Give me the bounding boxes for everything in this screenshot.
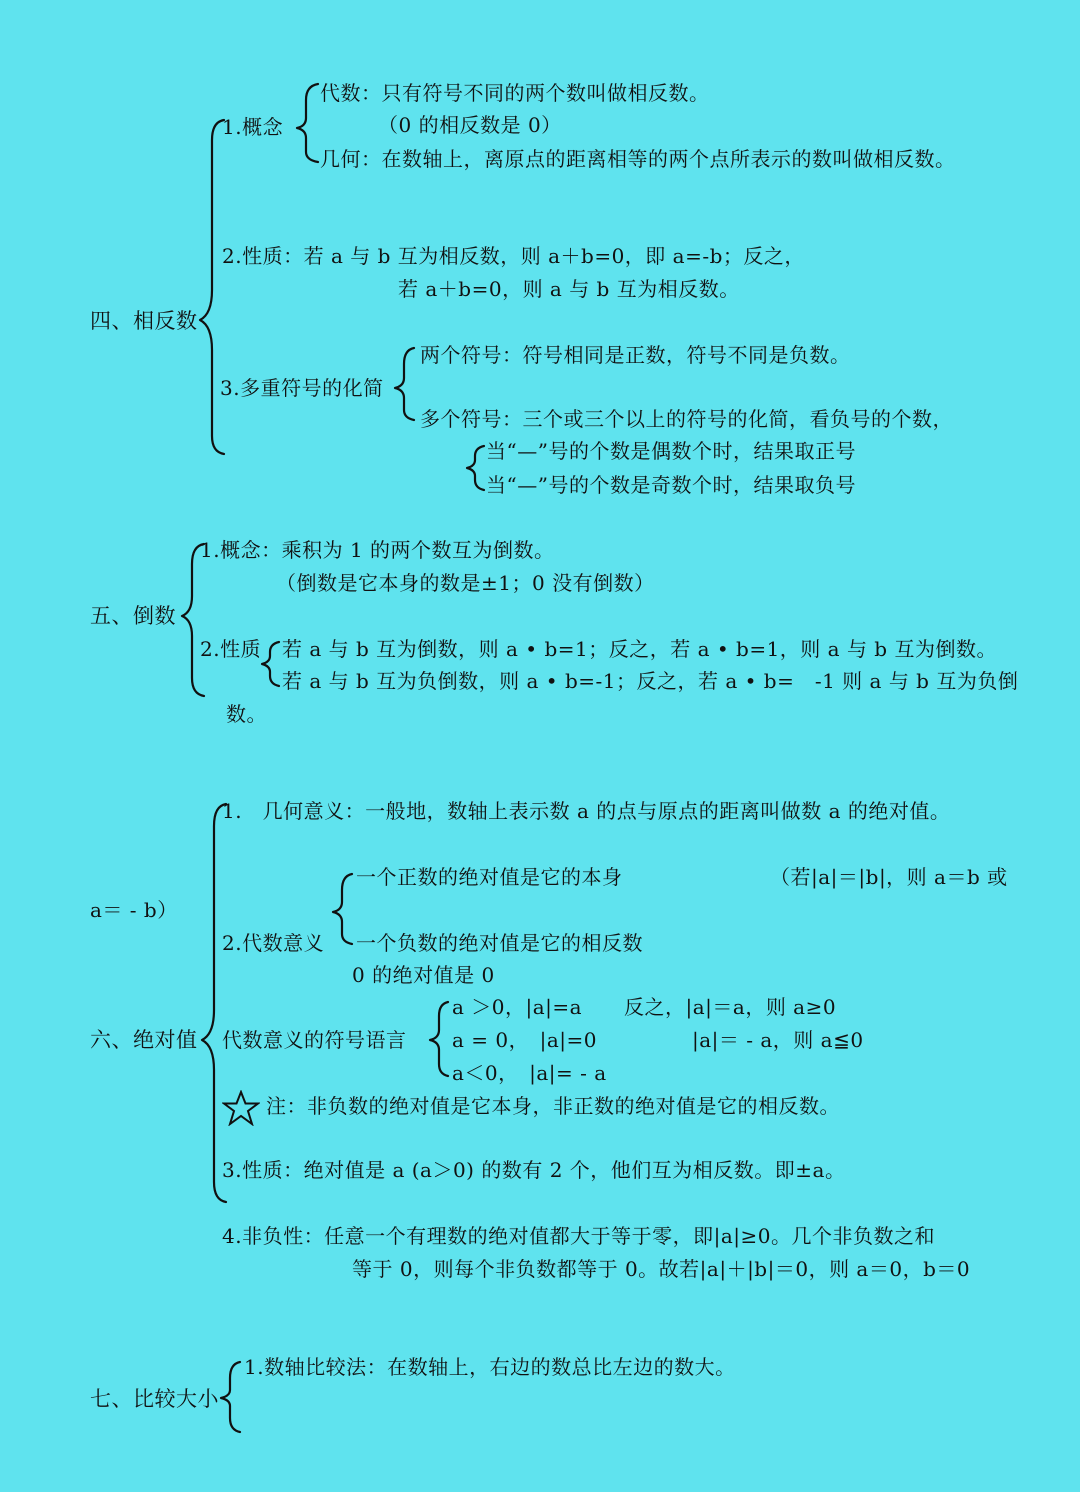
s5-prop-line1: 若 a 与 b 互为倒数，则 a • b=1；反之，若 a • b=1，则 a 与 b 互为倒数。 — [282, 637, 997, 661]
s4-concept-zero: （0 的相反数是 0） — [378, 113, 562, 137]
s6-aside-tail: a＝ - b） — [90, 898, 178, 922]
s5-note: （倒数是它本身的数是±1；0 没有倒数） — [276, 571, 655, 595]
s4-many-signs: 多个符号：三个或三个以上的符号的化简，看负号的个数， — [420, 407, 953, 431]
brace-s4-evenodd — [467, 446, 484, 490]
s6-positive-rule: 一个正数的绝对值是它的本身 — [356, 865, 623, 889]
s6-case-zero: a = 0， |a|=0 — [452, 1028, 598, 1052]
section-5-title: 五、倒数 — [90, 604, 176, 628]
brace-s7 — [221, 1362, 240, 1432]
brace-s4 — [200, 120, 224, 454]
s6-algebra-label: 2.代数意义 — [222, 931, 325, 955]
s6-case-positive: a ＞0，|a|=a — [452, 995, 583, 1019]
s5-prop-label: 2.性质 — [200, 637, 262, 661]
s6-property: 3.性质：绝对值是 a (a＞0) 的数有 2 个，他们互为相反数。即±a。 — [222, 1158, 846, 1182]
s4-concept-label: 1.概念 — [222, 115, 284, 139]
brace-s6-alg — [333, 874, 352, 944]
section-4-title: 四、相反数 — [90, 309, 198, 333]
brace-s5 — [182, 544, 204, 696]
s6-note: 注：非负数的绝对值是它本身，非正数的绝对值是它的相反数。 — [266, 1094, 840, 1118]
s6-zero-rule: 0 的绝对值是 0 — [352, 963, 495, 987]
s4-concept-geometry: 几何：在数轴上，离原点的距离相等的两个点所表示的数叫做相反数。 — [320, 147, 956, 171]
s4-two-signs: 两个符号：符号相同是正数，符号不同是负数。 — [420, 343, 851, 367]
s4-concept-algebra: 代数：只有符号不同的两个数叫做相反数。 — [320, 81, 710, 105]
s5-concept: 1.概念：乘积为 1 的两个数互为倒数。 — [200, 538, 555, 562]
s6-negative-rule: 一个负数的绝对值是它的相反数 — [356, 931, 643, 955]
s4-property-line1: 2.性质：若 a 与 b 互为相反数，则 a＋b=0，即 a=-b；反之， — [222, 244, 805, 268]
s6-nonneg-line2: 等于 0，则每个非负数都等于 0。故若|a|＋|b|＝0，则 a＝0，b＝0 — [352, 1257, 971, 1281]
s5-prop-line2: 若 a 与 b 互为负倒数，则 a • b=-1；反之，若 a • b= -1 则 a 与 b 互为负倒 — [282, 669, 1019, 693]
s6-converse-2: |a|＝ - a，则 a≦0 — [692, 1028, 864, 1052]
s6-aside: （若|a|＝|b|，则 a＝b 或 — [770, 865, 1008, 889]
s4-even-rule: 当“—”号的个数是偶数个时，结果取正号 — [486, 439, 856, 463]
s4-multi-label: 3.多重符号的化简 — [220, 376, 384, 400]
s6-symbol-label: 代数意义的符号语言 — [222, 1028, 407, 1052]
s7-item1: 1.数轴比较法：在数轴上，右边的数总比左边的数大。 — [244, 1355, 736, 1379]
brace-s6-sym — [430, 1002, 448, 1076]
s5-prop-tail: 数。 — [226, 702, 267, 726]
s4-property-line2: 若 a＋b=0，则 a 与 b 互为相反数。 — [398, 277, 740, 301]
s6-geometric-meaning: 1. 几何意义：一般地，数轴上表示数 a 的点与原点的距离叫做数 a 的绝对值。 — [222, 799, 951, 823]
s6-nonneg-line1: 4.非负性：任意一个有理数的绝对值都大于等于零，即|a|≥0。几个非负数之和 — [222, 1224, 935, 1248]
s6-case-negative: a＜0， |a|= - a — [452, 1061, 607, 1085]
section-6-title: 六、绝对值 — [90, 1028, 198, 1052]
s4-odd-rule: 当“—”号的个数是奇数个时，结果取负号 — [486, 473, 856, 497]
s6-converse-1: 反之，|a|＝a，则 a≥0 — [624, 995, 837, 1019]
section-7-title: 七、比较大小 — [90, 1387, 219, 1411]
star-icon — [222, 1090, 260, 1126]
brace-s6 — [202, 804, 226, 1202]
brace-s5-prop — [262, 642, 279, 686]
brace-s4-concept — [297, 84, 318, 162]
brace-s4-multi — [395, 348, 414, 420]
